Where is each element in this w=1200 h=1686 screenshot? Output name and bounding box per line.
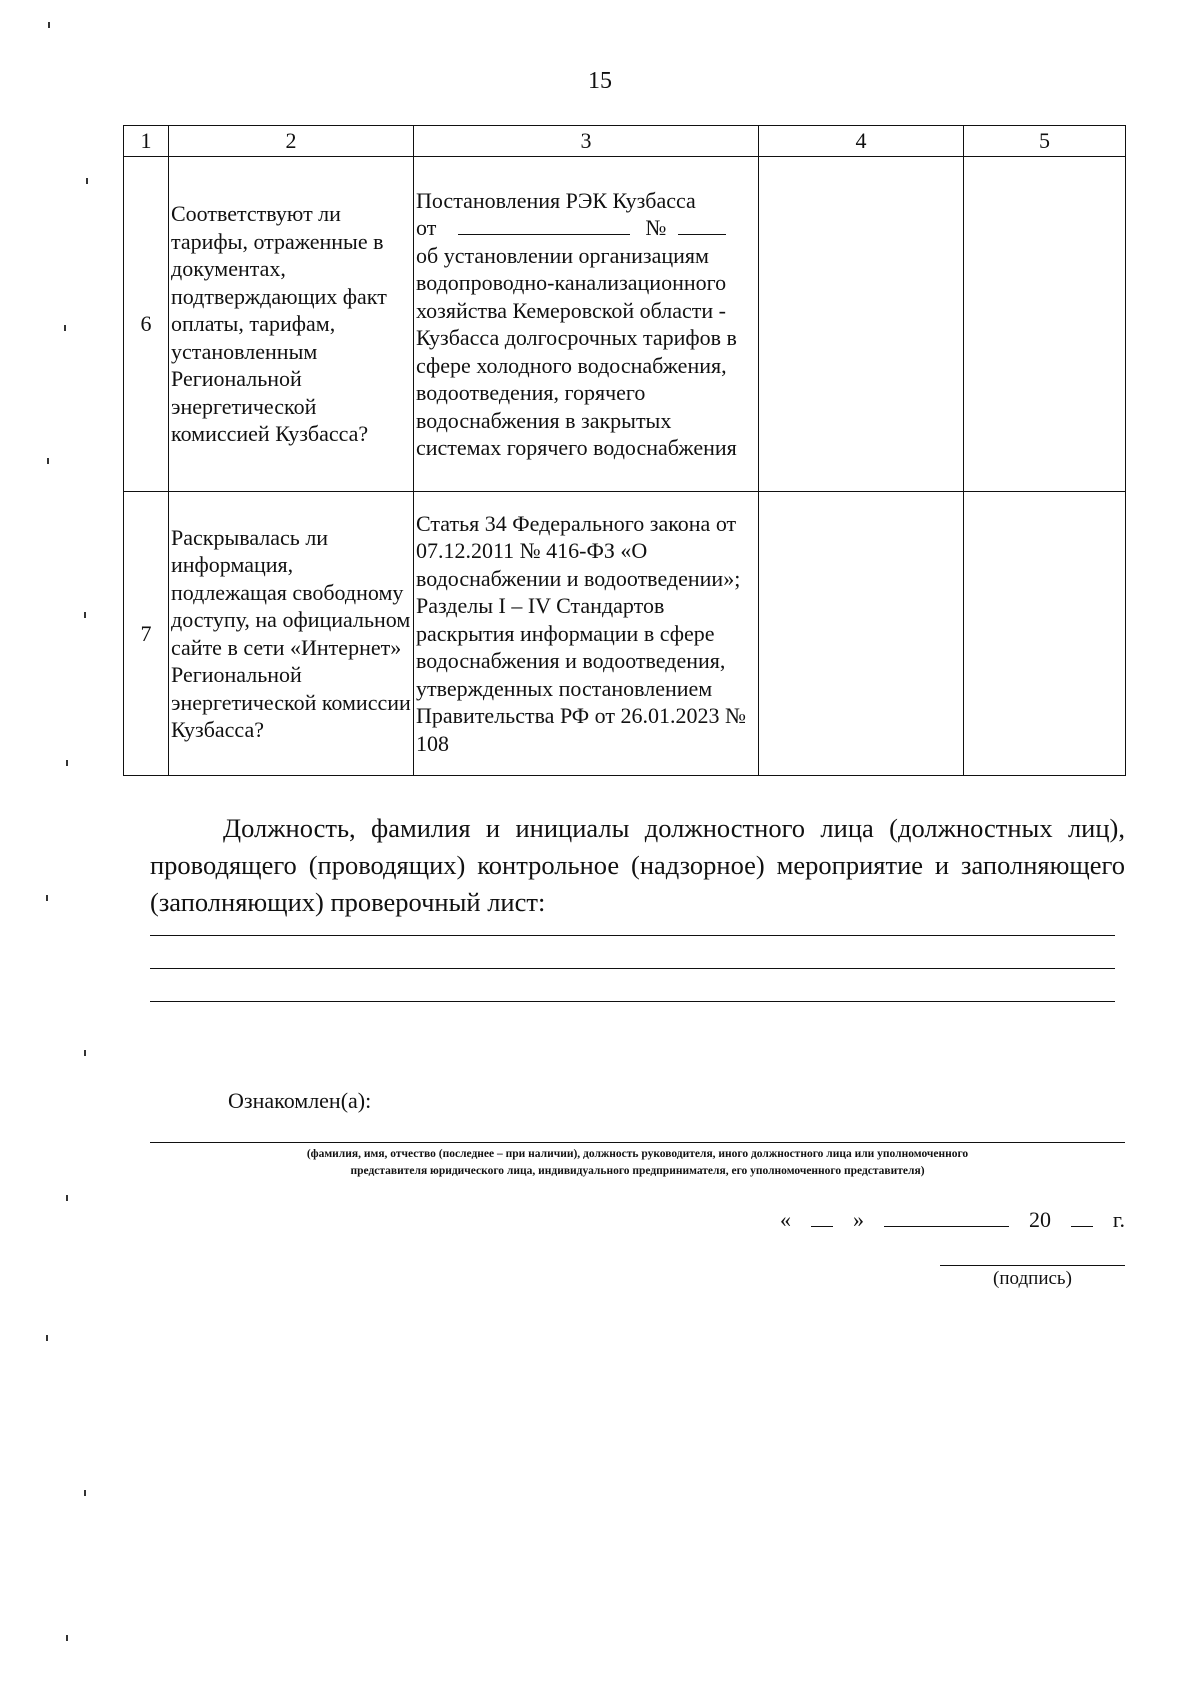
scan-mark bbox=[84, 1490, 86, 1496]
column-header: 3 bbox=[414, 126, 759, 157]
column-header: 2 bbox=[169, 126, 414, 157]
question-cell: Соответствуют ли тарифы, отраженные в документах, подтверждающих факт оплаты, тарифам, установленным Региональной энергетической комиссией Кузбасса? bbox=[169, 157, 414, 492]
day-blank bbox=[811, 1208, 833, 1227]
reference-cell: Статья 34 Федерального закона от 07.12.2011 № 416-ФЗ «О водоснабжении и водоотведении»; Разделы I – IV Стандартов раскрытия информации в сфере водоснабжения и водоотведения, утвержденных постановлением Правительства РФ от 26.01.2023 № 108 bbox=[414, 492, 759, 776]
question-cell: Раскрывалась ли информация, подлежащая свободному доступу, на официальном сайте в сети «Интернет» Региональной энергетической комиссии Кузбасса? bbox=[169, 492, 414, 776]
year-prefix: 20 bbox=[1028, 1207, 1051, 1232]
scan-mark bbox=[47, 458, 49, 464]
table-row bbox=[124, 157, 1126, 492]
row-number: 7 bbox=[124, 492, 169, 776]
scan-mark bbox=[48, 22, 50, 28]
date-open-quote: « bbox=[780, 1207, 791, 1232]
empty-cell bbox=[759, 492, 964, 776]
scan-mark bbox=[66, 1635, 68, 1641]
table-row bbox=[124, 492, 1126, 776]
scan-mark bbox=[84, 612, 86, 618]
signature-line bbox=[150, 1142, 1125, 1143]
month-blank bbox=[884, 1208, 1009, 1227]
year-suffix: г. bbox=[1112, 1207, 1125, 1232]
scan-mark bbox=[46, 1335, 48, 1341]
signature-caption-line: (фамилия, имя, отчество (последнее – при наличии), должность руководителя, иного должностного лица или уполномоченного bbox=[306, 1148, 969, 1160]
signature-label: (подпись) bbox=[993, 1268, 1072, 1289]
checklist-table bbox=[123, 125, 1126, 776]
acquainted-label: Ознакомлен(а): bbox=[228, 1088, 372, 1113]
signature-caption-line: представителя юридического лица, индивидуального предпринимателя, его уполномоченного представителя) bbox=[350, 1165, 925, 1177]
table-header-row bbox=[124, 126, 1126, 157]
date-line bbox=[780, 1207, 1125, 1233]
date-close-quote: » bbox=[852, 1207, 864, 1232]
date-blank bbox=[458, 216, 630, 235]
empty-cell bbox=[964, 492, 1126, 776]
scan-mark bbox=[64, 325, 66, 331]
empty-cell bbox=[964, 157, 1126, 492]
number-blank bbox=[678, 216, 726, 235]
scan-mark bbox=[66, 1195, 68, 1201]
scan-mark bbox=[66, 760, 68, 766]
fill-line bbox=[150, 1001, 1115, 1002]
column-header: 4 bbox=[759, 126, 964, 157]
reference-date-number-line bbox=[416, 214, 756, 242]
reference-cell bbox=[414, 157, 759, 492]
officials-paragraph: Должность, фамилия и инициалы должностного лица (должностных лиц), проводящего (проводящих) контрольное (надзорное) мероприятие и заполняющего (заполняющих) проверочный лист: bbox=[150, 813, 1125, 917]
signature-caption bbox=[150, 1146, 1125, 1180]
year-blank bbox=[1071, 1208, 1093, 1227]
from-label: от bbox=[416, 215, 437, 240]
fill-line bbox=[150, 935, 1115, 936]
reference-text: об установлении организациям водопроводно-канализационного хозяйства Кемеровской области - Кузбасса долгосрочных тарифов в сфере холодного водоснабжения, водоотведения, горячего водоснабжения в закрытых системах горячего водоснабжения bbox=[416, 242, 737, 460]
row-number: 6 bbox=[124, 157, 169, 492]
fill-line bbox=[150, 968, 1115, 969]
scan-mark bbox=[86, 178, 88, 184]
number-label: № bbox=[645, 215, 667, 240]
empty-cell bbox=[759, 157, 964, 492]
scan-mark bbox=[84, 1050, 86, 1056]
column-header: 5 bbox=[964, 126, 1126, 157]
page-number: 15 bbox=[588, 68, 612, 94]
signature-blank-line bbox=[940, 1265, 1125, 1266]
scan-mark bbox=[46, 895, 48, 901]
column-header: 1 bbox=[124, 126, 169, 157]
reference-title: Постановления РЭК Кузбасса bbox=[416, 187, 696, 213]
